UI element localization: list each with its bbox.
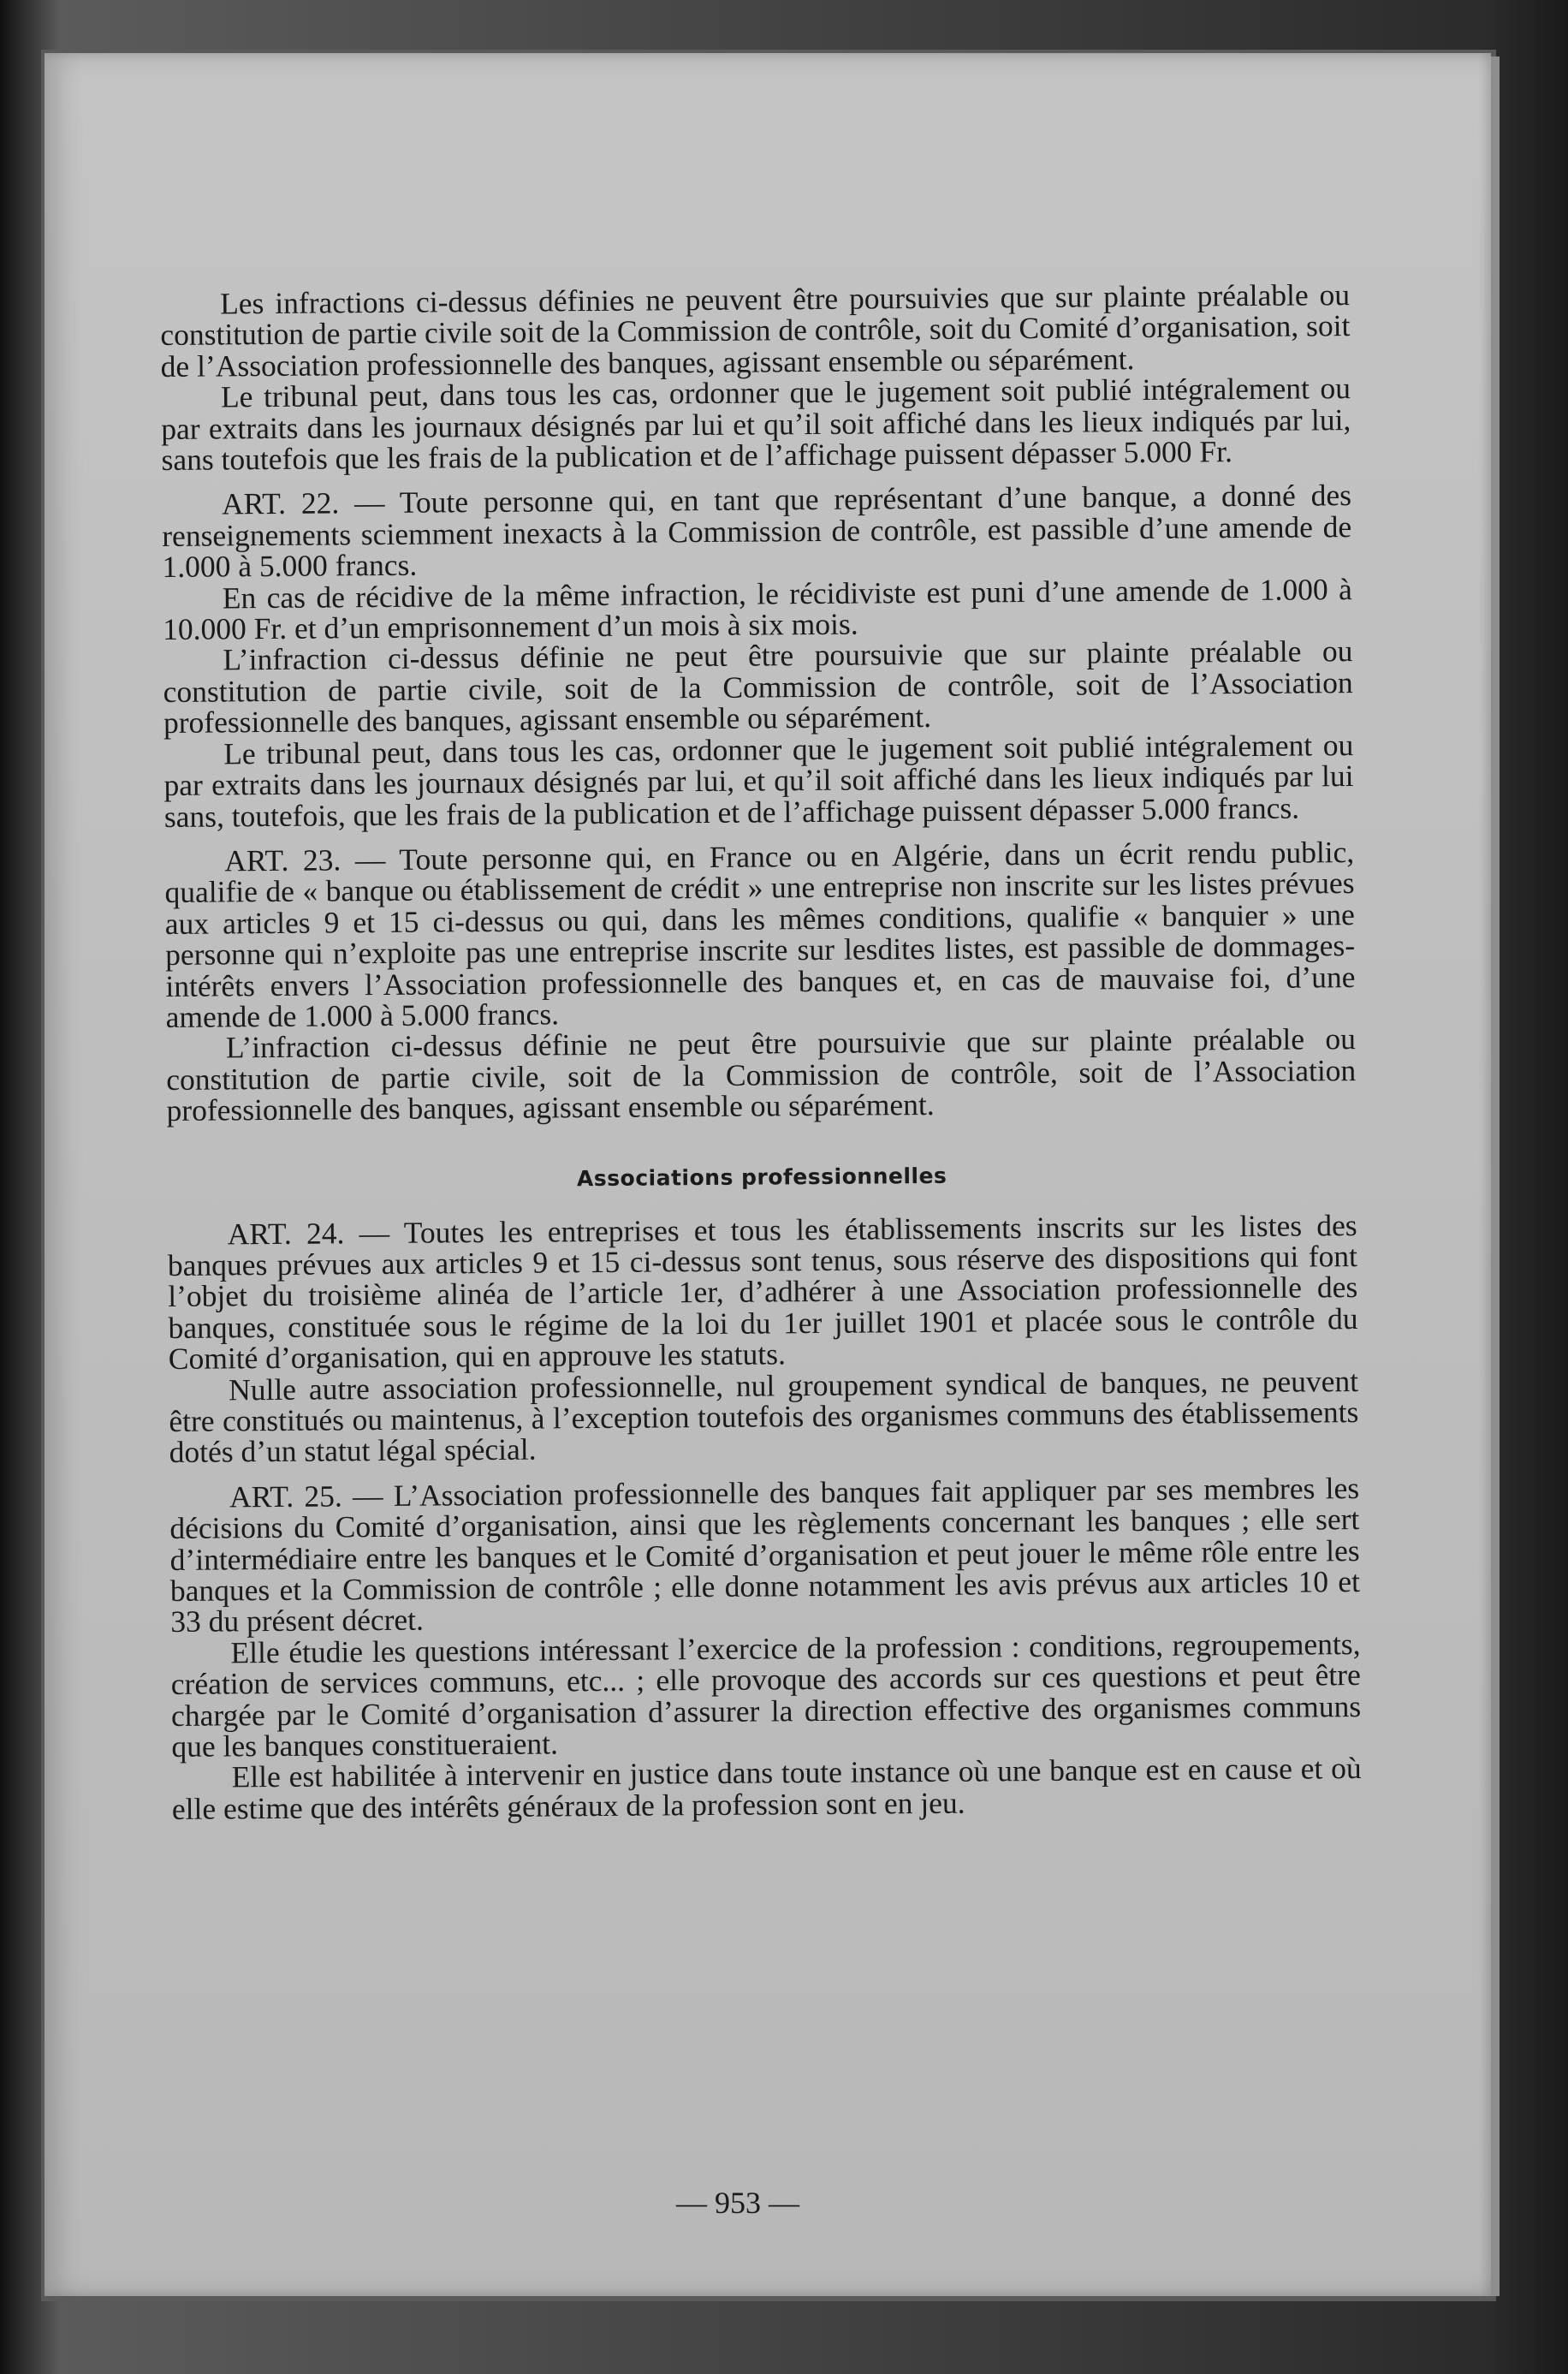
document-page	[45, 53, 1491, 2296]
article-22-paragraph: Le tribunal peut, dans tous les cas, ordonner que le jugement soit publié intégralement ou par extraits dans les journaux désignés par lui, et qu’il soit affiché dans les lieux indiqués par lui sans, toutefois, que les frais de la publication et de l’affichage puissent dépasser 5.000 francs.	[163, 727, 1354, 834]
article-22-paragraph: ART. 22. — Toute personne qui, en tant que représentant d’une banque, a donné des renseignements sciemment inexacts à la Commission de contrôle, est passible d’une amende de 1.000 à 5.000 francs.	[162, 478, 1352, 585]
article-25-paragraph: Elle est habilitée à intervenir en justice dans toute instance où une banque est en cause et où elle estime que des intérêts généraux de la profession sont en jeu.	[171, 1751, 1362, 1826]
article-24-paragraph: ART. 24. — Toutes les entreprises et tous les établissements inscrits sur les listes des banques prévues aux articles 9 et 15 ci-dessus sont tenus, sous réserve des dispositions qui font l’objet du troisième alinéa de l’article 1er, d’adhérer à une Association professionnelle des banques, constituée sous le régime de la loi du 1er juillet 1901 et placée sous le contrôle du Comité d’organisation, qui en approuve les statuts.	[167, 1207, 1358, 1377]
page-edge	[1491, 57, 1500, 2296]
article-25-paragraph: ART. 25. — L’Association professionnelle des banques fait appliquer par ses membres les décisions du Comité d’organisation, ainsi que les règlements concernant les banques ; elle sert d’intermédiaire entre les banques et le Comité d’organisation et peut jouer le même rôle entre les banques et la Commission de contrôle ; elle donne notamment les avis prévus aux articles 10 et 33 du présent décret.	[169, 1470, 1361, 1639]
document-body	[160, 279, 1362, 1824]
section-heading: Associations professionnelles	[576, 1163, 947, 1191]
article-23-paragraph: ART. 23. — Toute personne qui, en France ou en Algérie, dans un écrit rendu public, qualifie de « banque ou établissement de crédit » une entreprise non inscrite sur les listes prévues aux articles 9 et 15 ci-dessus ou qui, dans les mêmes conditions, qualifie « banquier » une personne qui n’exploite pas une entreprise inscrite sur lesdites listes, est passible de dommages-intérêts envers l’Association professionnelle des banques et, en cas de mauvaise foi, d’une amende de 1.000 à 5.000 francs.	[164, 834, 1356, 1034]
paragraph-prosecution-conditions: Les infractions ci-dessus définies ne peuvent être poursuivies que sur plainte préalable ou constitution de partie civile soit de la Commission de contrôle, soit du Comité d’organisation, soit de l’Association professionnelle des banques, agissant ensemble ou séparément.	[160, 277, 1351, 384]
article-25-paragraph: Elle étudie les questions intéressant l’exercice de la profession : conditions, regroupements, création de services communs, etc... ; elle provoque des accords sur ces questions et peut être chargée par le Comité d’organisation d’assurer la direction effective des organismes communs que les banques constitueraient.	[170, 1626, 1362, 1764]
article-22-paragraph: En cas de récidive de la même infraction, le récidiviste est puni d’une amende de 1.000 à 10.000 Fr. et d’un emprisonnement d’un mois à six mois.	[162, 571, 1352, 647]
article-22-paragraph: L’infraction ci-dessus définie ne peut être poursuivie que sur plainte préalable ou constitution de partie civile, soit de la Commission de contrôle, soit de l’Association professionnelle des banques, agissant ensemble ou séparément.	[163, 634, 1353, 741]
paragraph-publication-of-judgment: Le tribunal peut, dans tous les cas, ordonner que le jugement soit publié intégralement ou par extraits dans les journaux désignés par lui et qu’il soit affiché dans les lieux indiqués par lui, sans toutefois que les frais de la publication et de l’affichage puissent dépasser 5.000 Fr.	[161, 371, 1351, 478]
article-23-paragraph: L’infraction ci-dessus définie ne peut être poursuivie que sur plainte préalable ou constitution de partie civile, soit de la Commission de contrôle, soit de l’Association professionnelle des banques, agissant ensemble ou séparément.	[166, 1021, 1357, 1128]
article-24-paragraph: Nulle autre association professionnelle, nul groupement syndical de banques, ne peuvent être constitués ou maintenus, à l’exception toutefois des organismes communs des établissements dotés d’un statut légal spécial.	[169, 1363, 1359, 1470]
page-number: — 953 —	[676, 2186, 799, 2220]
